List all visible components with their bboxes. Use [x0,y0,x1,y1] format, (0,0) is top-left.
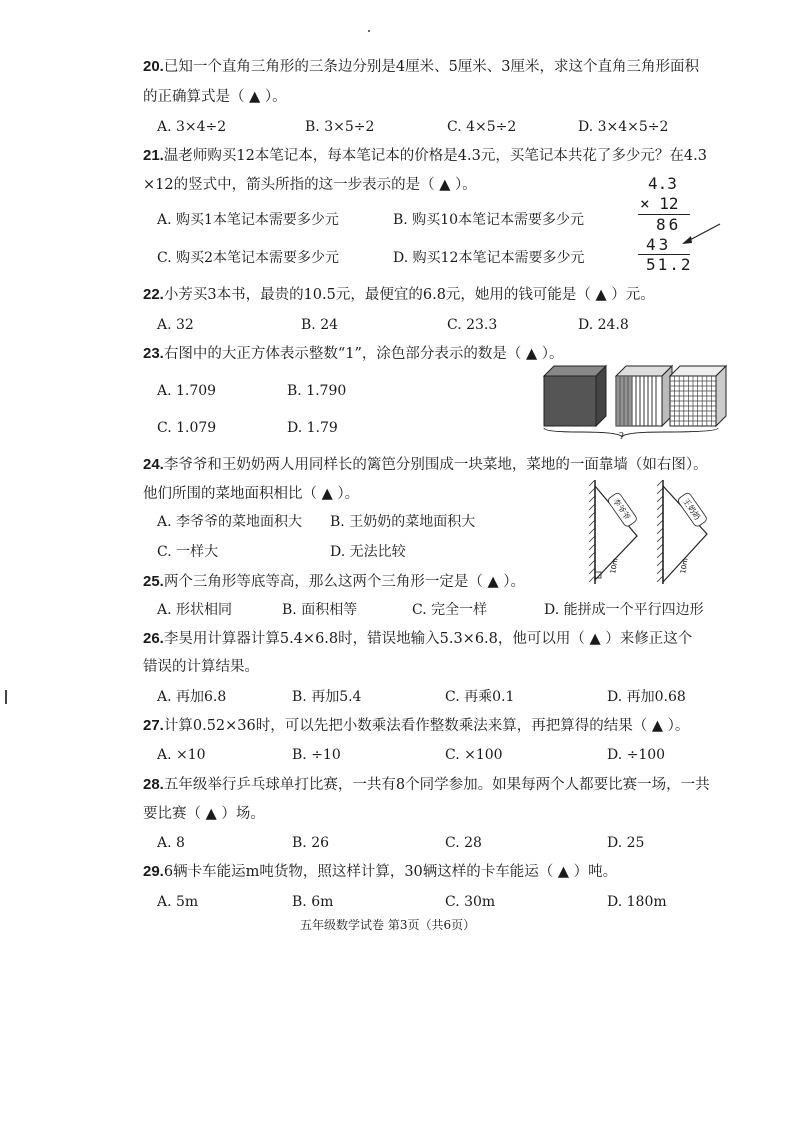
q26-line1: 26.李昊用计算器计算5.4×6.8时，错误地输入5.3×6.8，他可以用（ ▲ ）来修正这个 [143,630,693,647]
q25-option-d[interactable]: D. 能拼成一个平行四边形 [544,602,704,618]
q27-option-a[interactable]: A. ×10 [157,747,206,763]
q20-option-c[interactable]: C. 4×5÷2 [447,119,517,135]
q29-line1: 29.6辆卡车能运m吨货物，照这样计算，30辆这样的卡车能运（ ▲ ）吨。 [143,863,618,880]
calc-result: 51.2 [646,255,693,274]
q28-option-d[interactable]: D. 25 [607,835,645,851]
vertical-multiplication [610,172,720,272]
q24-option-c[interactable]: C. 一样大 [157,544,219,560]
q25-line1: 25.两个三角形等底等高，那么这两个三角形一定是（ ▲ ）。 [143,573,525,590]
q23-line1: 23.右图中的大正方体表示整数“1”，涂色部分表示的数是（ ▲ ）。 [143,345,564,362]
q26-option-b[interactable]: B. 再加5.4 [292,689,362,705]
arrow-icon [680,222,722,248]
q27-line1: 27.计算0.52×36时，可以先把小数乘法看作整数乘法来算，再把算得的结果（ ▲ ）。 [143,717,690,734]
right-label: 王奶奶 [680,496,703,522]
plate-stack [616,366,672,426]
q21-line1: 21.温老师购买12本笔记本，每本笔记本的价格是4.3元，买笔记本共花了多少元？在4.3 [143,147,707,164]
q29-option-b[interactable]: B. 6m [292,894,334,910]
q23-option-c[interactable]: C. 1.079 [157,420,217,436]
q24-line2: 他们所围的菜地面积相比（ ▲ ）。 [143,486,360,502]
q22-option-b[interactable]: B. 24 [301,317,339,333]
cube-figure [540,362,730,440]
q26-option-a[interactable]: A. 再加6.8 [157,689,227,705]
q20-option-a[interactable]: A. 3×4÷2 [157,119,227,135]
q21-option-d[interactable]: D. 购买12本笔记本需要多少元 [393,250,585,266]
left-label: 李爷爷 [610,496,633,522]
q24-line1: 24.李爷爷和王奶奶两人用同样长的篱笆分别围成一块菜地，菜地的一面靠墙（如右图）。 [143,456,708,473]
q23-option-a[interactable]: A. 1.709 [157,383,217,399]
q20-line2: 的正确算式是（ ▲ ）。 [143,89,287,105]
q21-option-b[interactable]: B. 购买10本笔记本需要多少元 [393,212,585,228]
q24-option-b[interactable]: B. 王奶奶的菜地面积大 [330,514,476,530]
q24-option-d[interactable]: D. 无法比较 [330,544,406,560]
garden-figure [585,478,720,588]
brace [544,428,718,437]
calc-multiplier: × 12 [640,194,679,213]
q20-line1: 20.已知一个直角三角形的三条边分别是4厘米、5厘米、3厘米，求这个直角三角形面积 [143,58,700,75]
q28-line2: 要比赛（ ▲ ）场。 [143,806,265,822]
q22-option-a[interactable]: A. 32 [157,317,194,333]
big-cube [544,366,606,426]
q26-option-c[interactable]: C. 再乘0.1 [445,689,515,705]
q21-option-c[interactable]: C. 购买2本笔记本需要多少元 [157,250,340,266]
q28-option-c[interactable]: C. 28 [445,835,482,851]
q20-option-b[interactable]: B. 3×5÷2 [305,119,375,135]
q23-option-d[interactable]: D. 1.79 [287,420,338,436]
left-side-label: 10m [609,557,620,575]
q25-option-c[interactable]: C. 完全一样 [412,602,488,618]
calc-top: 4.3 [648,174,677,193]
q28-option-a[interactable]: A. 8 [157,835,185,851]
scan-dot [368,30,370,32]
q29-option-c[interactable]: C. 30m [445,894,496,910]
q27-option-d[interactable]: D. ÷100 [607,747,666,763]
q27-option-b[interactable]: B. ÷10 [292,747,341,763]
q24-option-a[interactable]: A. 李爷爷的菜地面积大 [157,514,303,530]
q22-option-d[interactable]: D. 24.8 [578,317,629,333]
q20-option-d[interactable]: D. 3×4×5÷2 [578,119,669,135]
q28-option-b[interactable]: B. 26 [292,835,330,851]
calc-row2: 43 [646,235,672,254]
q21-line2: ×12的竖式中，箭头所指的这一步表示的是（ ▲ ）。 [143,177,477,193]
q28-line1: 28.五年级举行乒乓球单打比赛，一共有8个同学参加。如果每两个人都要比赛一场，一共 [143,776,710,793]
q25-option-b[interactable]: B. 面积相等 [282,602,358,618]
q22-line1: 22.小芳买3本书，最贵的10.5元，最便宜的6.8元，她用的钱可能是（ ▲ ）元。 [143,286,655,303]
q21-option-a[interactable]: A. 购买1本笔记本需要多少元 [157,212,339,228]
right-side-label: 10m [679,557,690,575]
q26-line2: 错误的计算结果。 [143,659,259,675]
q29-option-a[interactable]: A. 5m [157,894,199,910]
q27-option-c[interactable]: C. ×100 [445,747,503,763]
page-footer: 五年级数学试卷 第3页（共6页） [300,918,476,932]
q22-option-c[interactable]: C. 23.3 [447,317,498,333]
margin-mark [5,690,7,704]
grid-cube [670,366,726,426]
q26-option-d[interactable]: D. 再加0.68 [607,689,686,705]
brace-label: ? [619,432,624,442]
q29-option-d[interactable]: D. 180m [607,894,667,910]
q25-option-a[interactable]: A. 形状相同 [157,602,233,618]
calc-row1: 86 [656,215,682,234]
q23-option-b[interactable]: B. 1.790 [287,383,347,399]
